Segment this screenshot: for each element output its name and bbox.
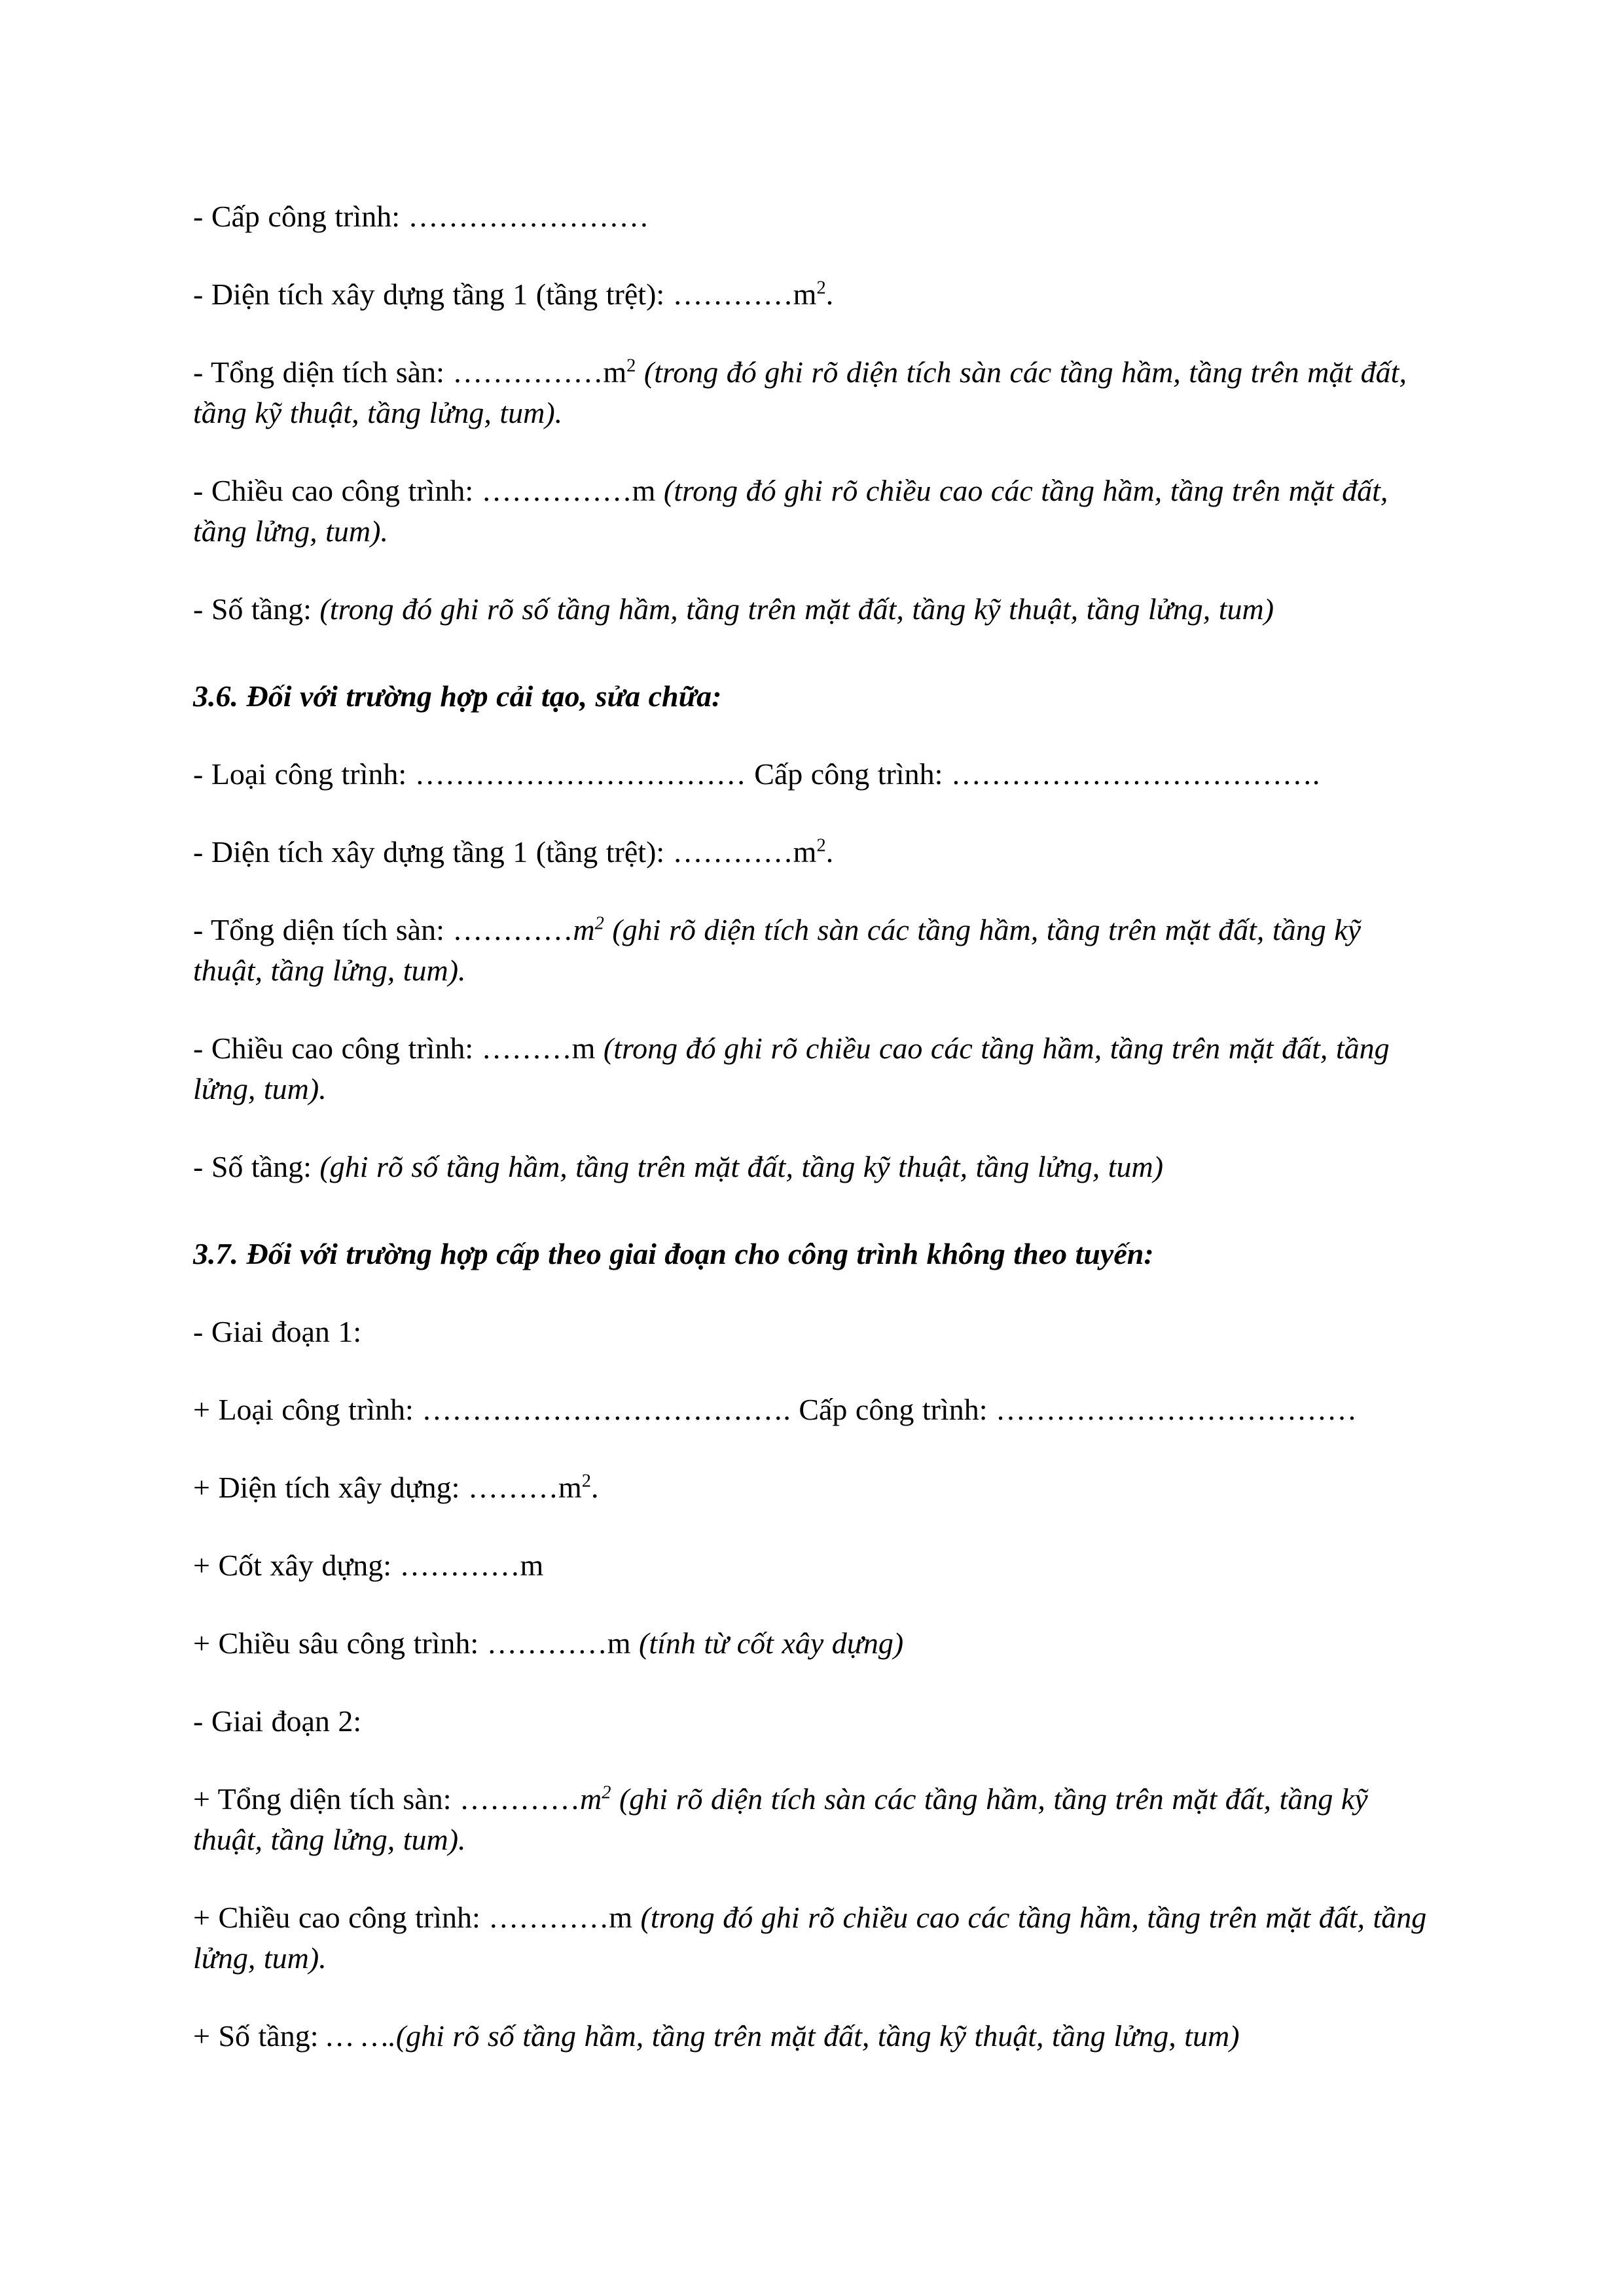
text-run: - Cấp công trình: …………………… [193,200,649,233]
text-run: m [579,1782,602,1816]
text-run: - Chiều cao công trình: ……………m [193,474,664,507]
heading-3-7 [193,1234,1434,1274]
item-so-tang [193,589,1434,630]
text-run: + Số tầng: [193,2019,327,2053]
text-run: (trong đó ghi rõ chiều cao các tầng hầm, tầng trên mặt đất, tầng lửng, tum). [193,474,1388,548]
text-run: - Số tầng: [193,592,320,626]
item-tong-dien-tich-san-gd2 [193,1779,1434,1860]
item-so-tang-gd2 [193,2016,1434,2056]
text-run: … ….(ghi rõ số tầng hầm, tầng trên mặt đất, tầng kỹ thuật, tầng lửng, tum) [327,2019,1240,2053]
text-run: - Chiều cao công trình: ………m [193,1031,604,1065]
text-run: + Chiều sâu công trình: …………m [193,1626,639,1660]
text-run [636,355,644,389]
text-run: + Chiều cao công trình: …………m [193,1901,641,1934]
text-run: (ghi rõ diện tích sàn các tầng hầm, tầng trên mặt đất, tầng kỹ thuật, tầng lửng, tum). [193,913,1362,987]
item-chieu-cao-cong-trinh-gd2 [193,1897,1434,1979]
superscript-run: 2 [594,913,604,934]
heading-3-6 [193,676,1434,717]
item-tong-dien-tich-san-b [193,910,1434,991]
text-run: (ghi rõ số tầng hầm, tầng trên mặt đất, tầng kỹ thuật, tầng lửng, tum) [319,1150,1164,1183]
text-run: - Diện tích xây dựng tầng 1 (tầng trệt): …………m [193,835,817,869]
text-run: m [573,913,595,946]
item-chieu-cao-cong-trinh-b [193,1028,1434,1109]
text-run: + Loại công trình: ………………………………. Cấp công trình: ……………………………… [193,1393,1357,1426]
item-dien-tich-xay-dung-gd1 [193,1467,1434,1508]
item-loai-cong-trinh-gd1 [193,1390,1434,1430]
item-tong-dien-tich-san [193,352,1434,433]
item-giai-doan-2 [193,1701,1434,1742]
text-run: - Giai đoạn 2: [193,1704,362,1738]
superscript-run: 2 [816,278,826,298]
text-run: + Cốt xây dựng: …………m [193,1549,544,1582]
text-run: (trong đó ghi rõ số tầng hầm, tầng trên mặt đất, tầng kỹ thuật, tầng lửng, tum) [319,592,1274,626]
text-run: . [825,278,834,311]
text-run: - Diện tích xây dựng tầng 1 (tầng trệt): …………m [193,278,817,311]
text-run: (tính từ cốt xây dựng) [639,1626,904,1660]
text-run: (ghi rõ diện tích sàn các tầng hầm, tầng trên mặt đất, tầng kỹ thuật, tầng lửng, tum). [193,1782,1368,1856]
text-run: (trong đó ghi rõ diện tích sàn các tầng hầm, tầng trên mặt đất, tầng kỹ thuật, tầng lửng, tum). [193,355,1407,429]
document-body [193,196,1434,2094]
item-dien-tich-xay-dung-tang-1 [193,274,1434,315]
text-run: (trong đó ghi rõ chiều cao các tầng hầm, tầng trên mặt đất, tầng lửng, tum). [193,1031,1390,1105]
item-so-tang-b [193,1147,1434,1187]
text-run: . [825,835,834,869]
text-run: - Số tầng: [193,1150,320,1183]
item-loai-cong-trinh [193,754,1434,795]
item-chieu-sau-cong-trinh-gd1 [193,1623,1434,1664]
text-run: + Diện tích xây dựng: ………m [193,1471,582,1504]
item-cap-cong-trinh [193,196,1434,237]
text-run: + Tổng diện tích sàn: ………… [193,1782,580,1816]
superscript-run: 2 [581,1471,592,1492]
superscript-run: 2 [626,355,636,376]
text-run: - Tổng diện tích sàn: ……………m [193,355,627,389]
superscript-run: 2 [602,1782,611,1803]
text-run: (trong đó ghi rõ chiều cao các tầng hầm, tầng trên mặt đất, tầng lửng, tum). [193,1901,1427,1975]
text-run: 3.7. Đối với trường hợp cấp theo giai đoạn cho công trình không theo tuyến: [193,1237,1154,1270]
text-run: - Tổng diện tích sàn: ………… [193,913,573,946]
item-cot-xay-dung-gd1 [193,1545,1434,1586]
text-run: - Loại công trình: …………………………… Cấp công trình: ………………………………. [193,757,1320,791]
item-giai-doan-1 [193,1312,1434,1352]
item-chieu-cao-cong-trinh [193,471,1434,552]
text-run: 3.6. Đối với trường hợp cải tạo, sửa chữa: [193,679,722,713]
superscript-run: 2 [816,835,826,856]
text-run: . [591,1471,599,1504]
text-run: - Giai đoạn 1: [193,1315,362,1348]
item-dien-tich-xay-dung-tang-1-b [193,832,1434,872]
